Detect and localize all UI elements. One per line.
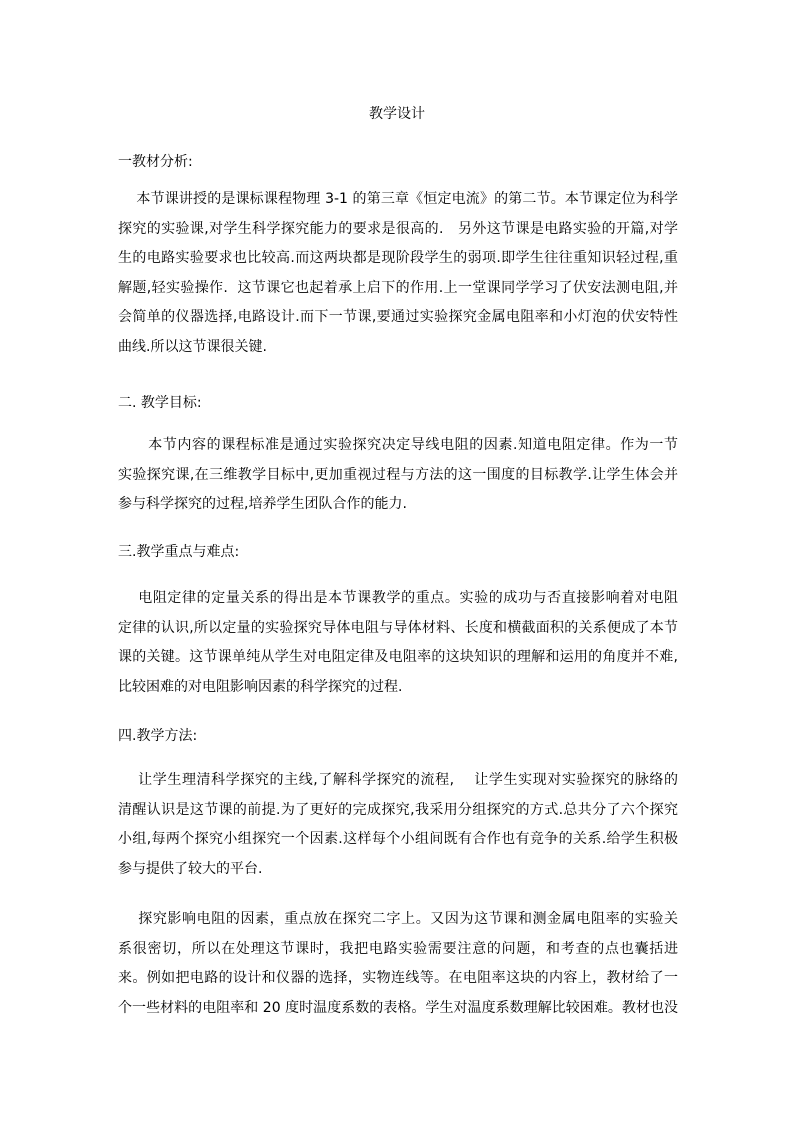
paragraph-line: 参与提供了较大的平台.: [118, 860, 263, 877]
section-heading-textbook-analysis: 一教材分析:: [118, 154, 193, 170]
paragraph-teaching-methods-1: [118, 766, 678, 884]
paragraph-line: 比较困难的对电阻影响因素的科学探究的过程.: [118, 678, 403, 695]
paragraph-teaching-goals: [118, 431, 678, 520]
paragraph-line: 来。例如把电路的设计和仪器的选择，实物连线等。在电阻率这块的内容上，教材给了一: [118, 970, 678, 986]
document-title: 教学设计: [369, 106, 425, 122]
section-heading-teaching-methods: 四.教学方法:: [118, 728, 198, 744]
paragraph-line: 实验探究课,在三维教学目标中,更加重视过程与方法的这一围度的目标教学.让学生体会并: [118, 466, 678, 483]
paragraph-line: 小组,每两个探究小组探究一个因素.这样每个小组间既有合作也有竞争的关系.给学生积极: [118, 831, 678, 847]
paragraph-teaching-methods-2: [118, 905, 678, 1023]
paragraph-line: 会简单的仪器选择,电路设计.而下一节课,要通过实验探究金属电阻率和小灯泡的伏安特性: [118, 309, 678, 325]
paragraph-line: 电阻定律的定量关系的得出是本节课教学的重点。实验的成功与否直接影响着对电阻: [118, 590, 678, 606]
paragraph-line: 探究的实验课,对学生科学探究能力的要求是很高的. 另外这节课是电路实验的开篇,对学: [118, 220, 678, 237]
paragraph-line: 系很密切，所以在处理这节课时，我把电路实验需要注意的问题，和考查的点也囊括进: [118, 940, 678, 957]
paragraph-line: 清醒认识是这节课的前提.为了更好的完成探究,我采用分组探究的方式.总共分了六个探究: [118, 801, 678, 818]
paragraph-line: 让学生理清科学探究的主线,了解科学探究的流程, 让学生实现对实验探究的脉络的: [118, 772, 678, 788]
paragraph-line: 生的电路实验要求也比较高.而这两块都是现阶段学生的弱项.即学生往往重知识轻过程,重: [118, 250, 678, 266]
paragraph-key-points: [118, 584, 678, 702]
paragraph-line: 本节内容的课程标准是通过实验探究决定导线电阻的因素.知道电阻定律。作为一节: [118, 437, 678, 453]
paragraph-line: 课的关键。这节课单纯从学生对电阻定律及电阻率的这块知识的理解和运用的角度并不难,: [118, 649, 678, 665]
paragraph-line: 参与科学探究的过程,培养学生团队合作的能力.: [118, 496, 407, 512]
paragraph-line: 定律的认识,所以定量的实验探究导体电阻与导体材料、长度和横截面积的关系便成了本节: [118, 619, 678, 636]
paragraph-line: 解题,轻实验操作. 这节课它也起着承上启下的作用.上一堂课同学学习了伏安法测电阻,并: [118, 279, 678, 296]
paragraph-line: 探究影响电阻的因素，重点放在探究二字上。又因为这节课和测金属电阻率的实验关: [118, 911, 678, 927]
paragraph-line: 本节课讲授的是课标课程物理 3-1 的第三章《恒定电流》的第二节。本节课定位为科学: [118, 191, 678, 207]
paragraph-line: 曲线.所以这节课很关键.: [118, 338, 267, 355]
paragraph-textbook-analysis: [118, 185, 678, 362]
section-heading-key-points: 三.教学重点与难点:: [118, 544, 240, 560]
paragraph-line: 个一些材料的电阻率和 20 度时温度系数的表格。学生对温度系数理解比较困难。教材也没: [118, 999, 678, 1016]
section-heading-teaching-goals: 二. 教学目标:: [118, 395, 202, 411]
